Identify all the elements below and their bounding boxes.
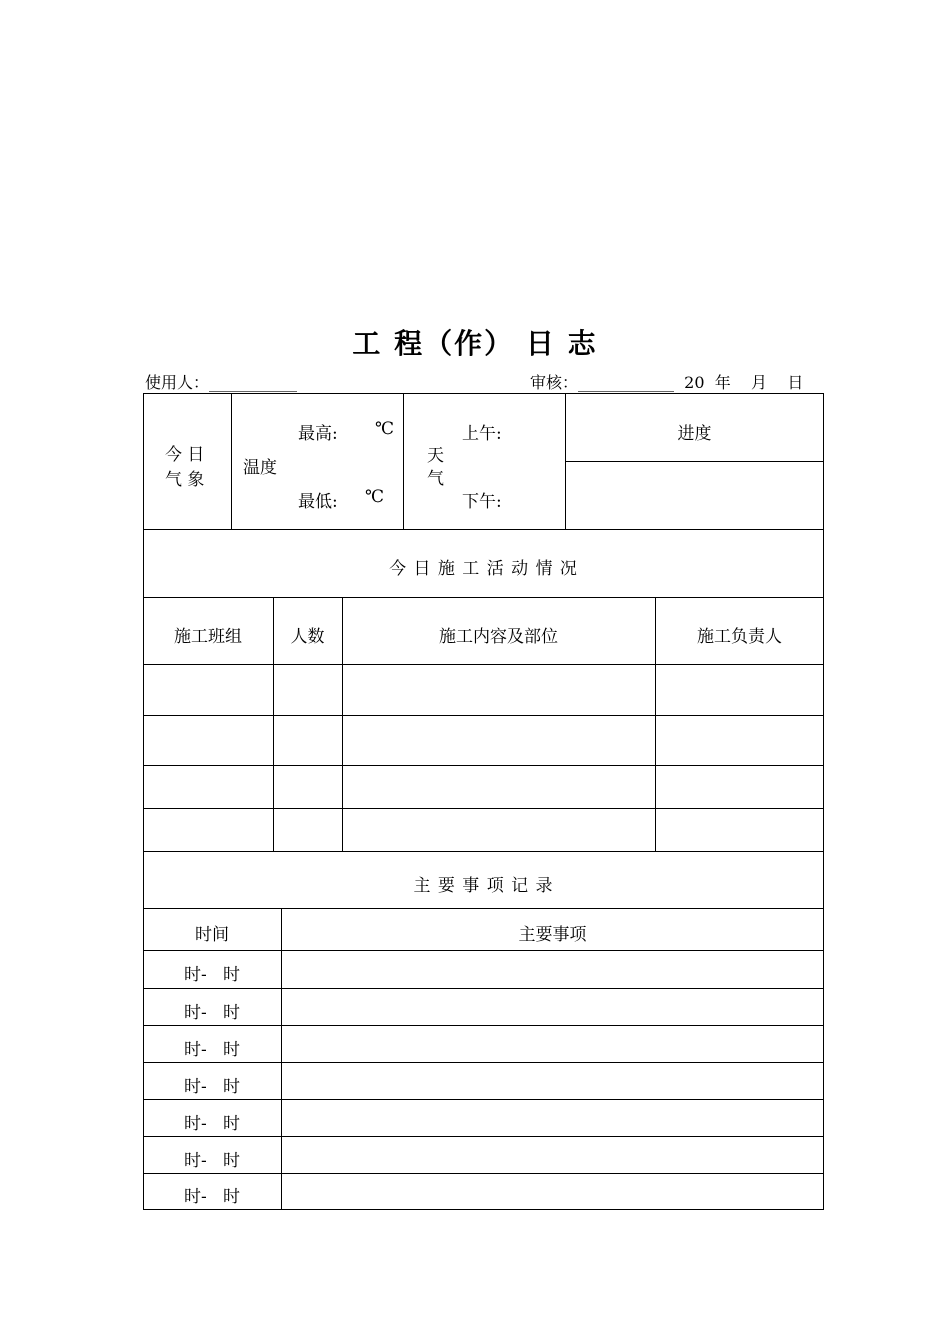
afternoon-label: 下午: [462,492,502,512]
time-cell: 时- 时 [184,1187,240,1207]
header-team: 施工班组 [174,627,242,647]
weather-label-line1: 天 [427,446,444,466]
divider [403,393,404,529]
divider [143,1025,824,1026]
divider [143,765,824,766]
time-cell: 时- 时 [184,1114,240,1134]
user-label: 使用人：___________ [145,373,298,392]
progress-label: 进度 [677,424,712,444]
divider [143,950,824,951]
high-temp-label: 最高: [298,424,338,444]
time-cell: 时- 时 [184,1077,240,1097]
time-cell: 时- 时 [184,1003,240,1023]
divider [281,908,282,1210]
header-main-item: 主要事项 [518,925,587,945]
divider [143,1173,824,1174]
weather-label-line2: 气 [427,469,444,489]
activity-section-title: 今 日 施 工 活 动 情 况 [389,559,578,579]
records-section-title: 主 要 事 项 记 录 [413,876,554,896]
page-title: 工 程（作） 日 志 [352,327,598,360]
time-cell: 时- 时 [184,1151,240,1171]
divider [143,808,824,809]
divider [565,393,566,529]
divider [143,1099,824,1100]
divider [565,461,824,462]
time-cell: 时- 时 [184,965,240,985]
divider [143,851,824,852]
review-date-label: 审核：____________ 20 年 月 日 [530,373,804,392]
divider [143,908,824,909]
divider [143,597,824,598]
low-temp-label: 最低: [298,492,338,512]
divider [231,393,232,529]
divider [143,529,824,530]
divider [143,664,824,665]
temperature-label: 温度 [243,458,277,478]
divider [143,1062,824,1063]
divider [143,715,824,716]
header-time: 时间 [195,925,229,945]
header-content: 施工内容及部位 [439,627,558,647]
header-headcount: 人数 [290,627,325,647]
today-label-line2: 气 象 [165,470,205,490]
divider [143,988,824,989]
today-label-line1: 今 日 [165,445,205,465]
divider [143,1136,824,1137]
time-cell: 时- 时 [184,1040,240,1060]
low-temp-unit: ℃ [365,487,385,507]
morning-label: 上午: [462,424,502,444]
header-supervisor: 施工负责人 [697,627,782,647]
high-temp-unit: ℃ [375,419,395,439]
